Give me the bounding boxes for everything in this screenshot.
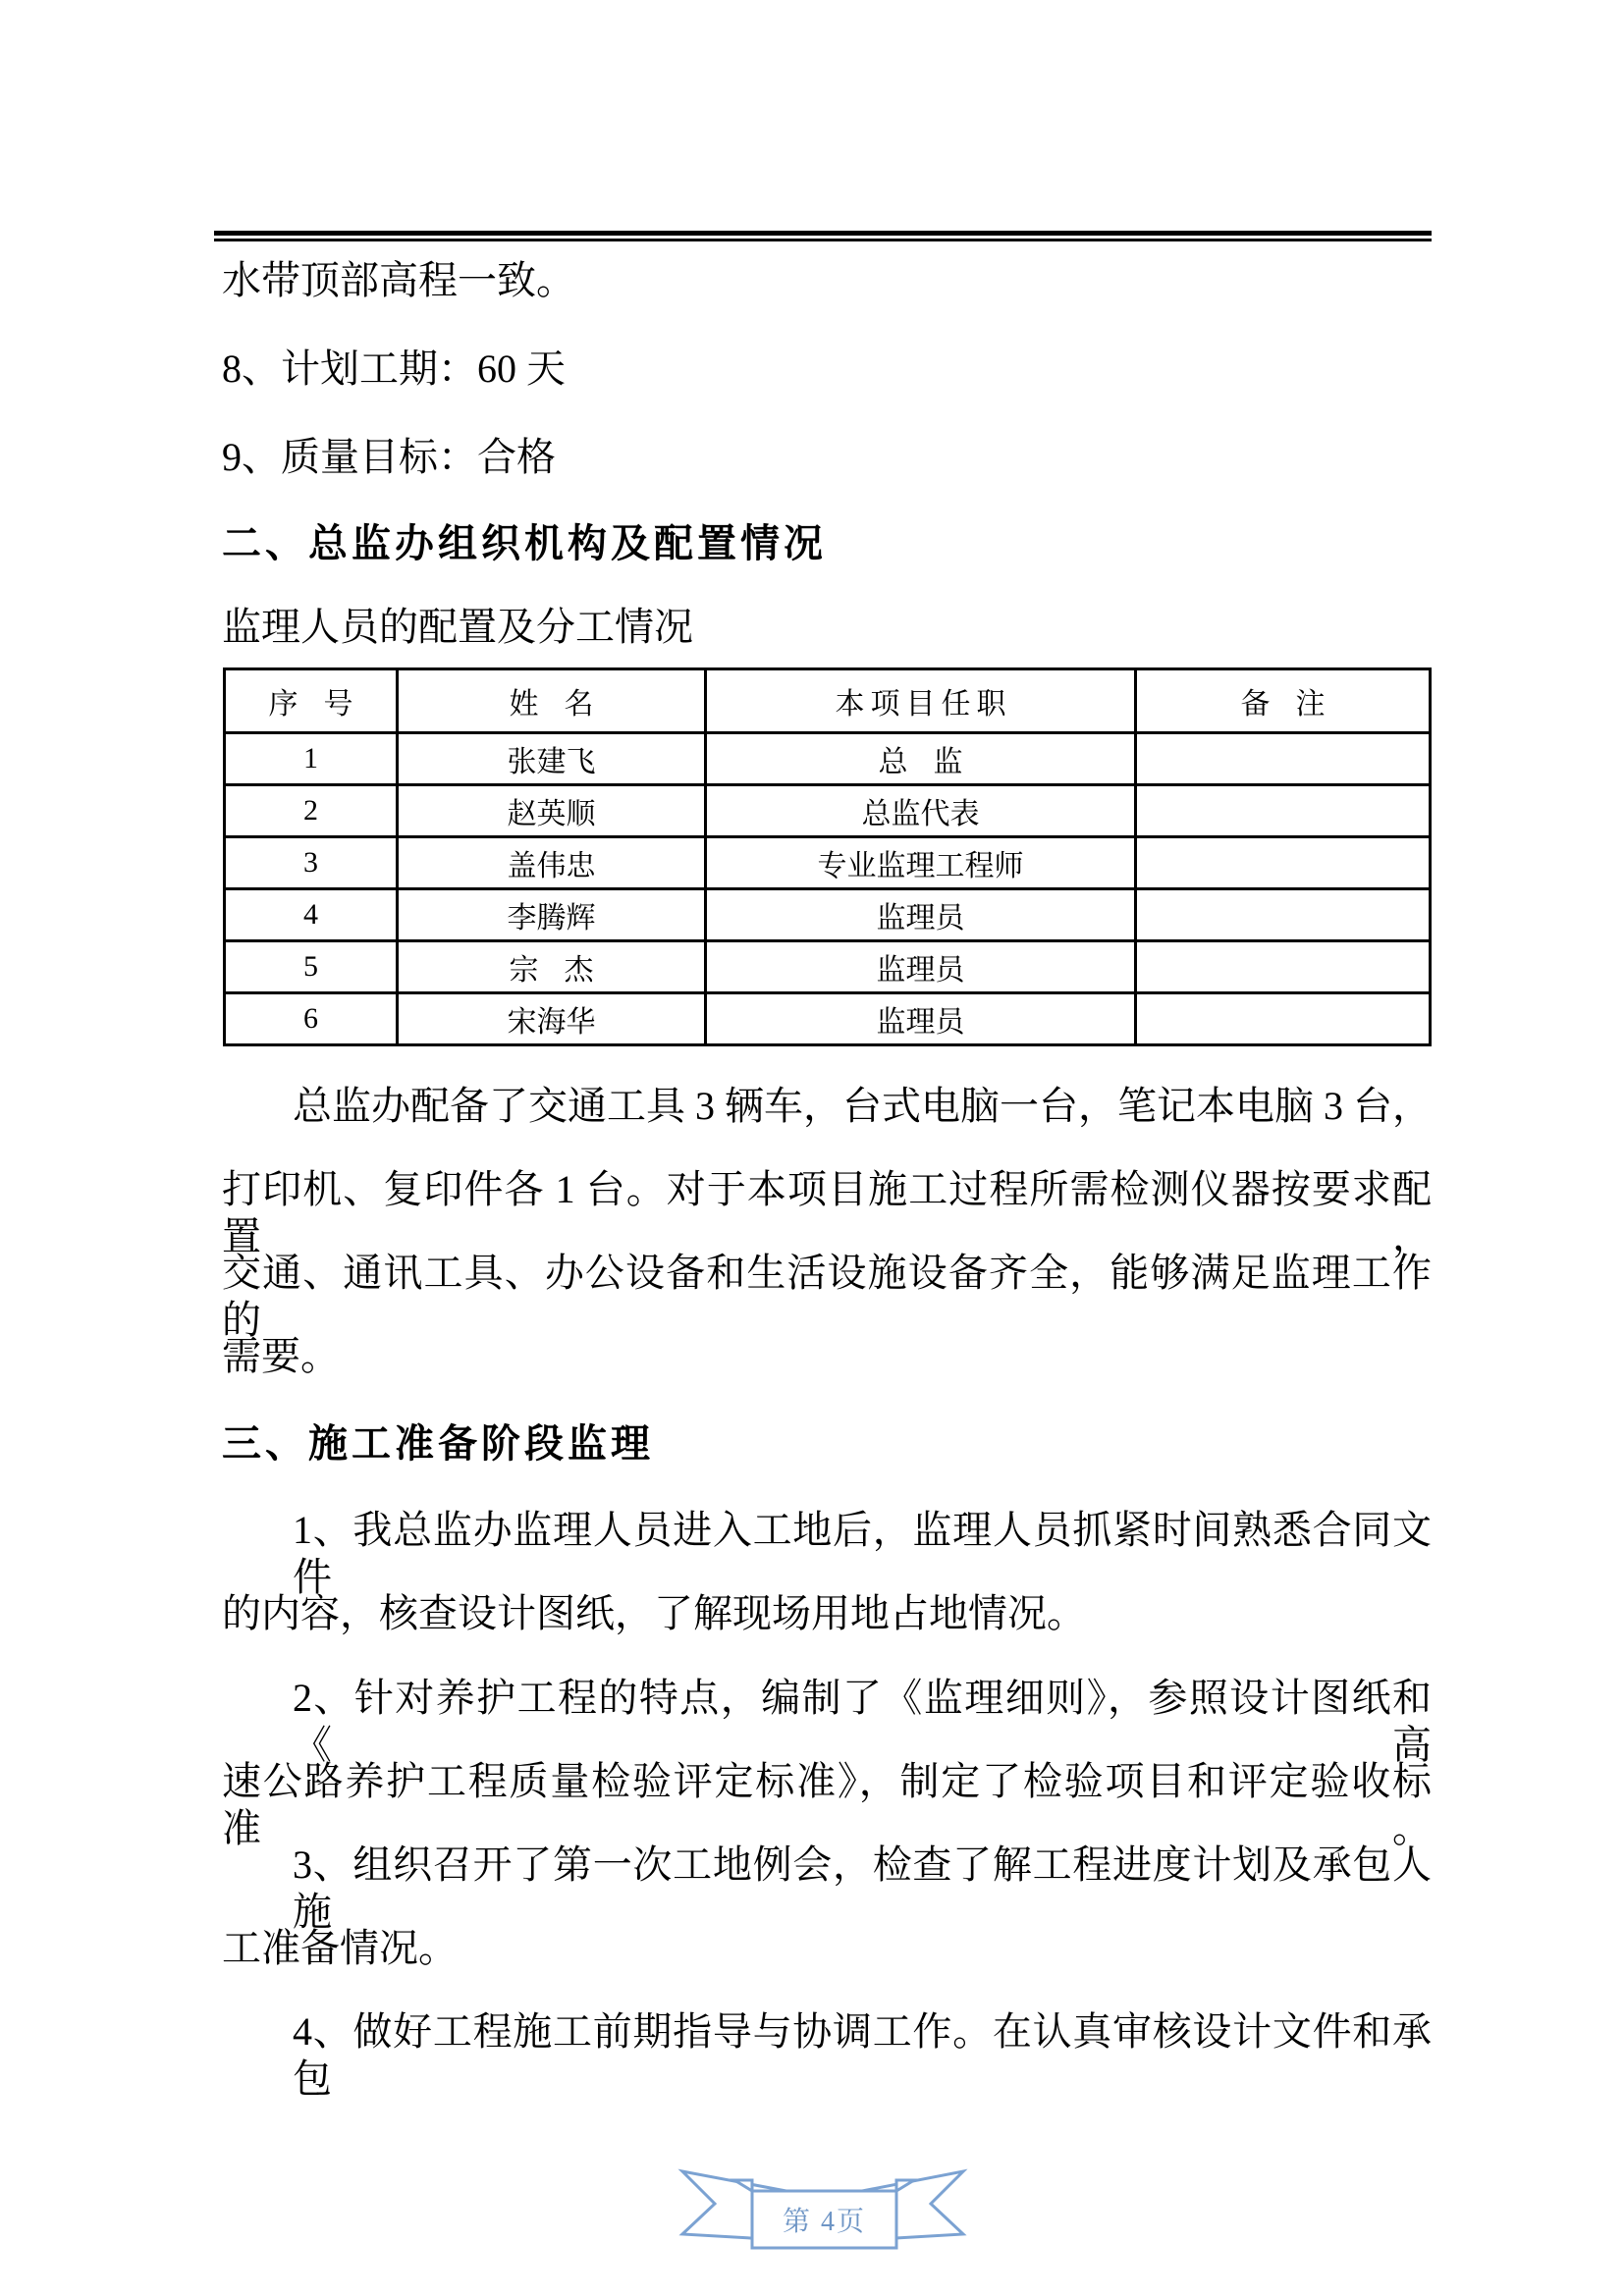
paragraph-line: 的内容，核查设计图纸，了解现场用地占地情况。 — [222, 1591, 1086, 1635]
cell-remark — [1136, 889, 1431, 941]
cell-remark — [1136, 993, 1431, 1045]
table-row — [225, 889, 1431, 941]
paragraph-line: 速公路养护工程质量检验评定标准》，制定了检验项目和评定验收标准。 — [222, 1759, 1432, 1850]
cell-name: 李腾辉 — [398, 889, 706, 941]
cell-index: 4 — [225, 889, 398, 941]
cell-role: 监理员 — [706, 993, 1136, 1045]
cell-remark — [1136, 941, 1431, 993]
paragraph-line: 2、针对养护工程的特点，编制了《监理细则》，参照设计图纸和《高 — [293, 1676, 1432, 1767]
cell-name: 张建飞 — [398, 733, 706, 785]
table-row — [225, 993, 1431, 1045]
cell-remark — [1136, 733, 1431, 785]
cell-name: 盖伟忠 — [398, 837, 706, 889]
table-intro-line: 监理人员的配置及分工情况 — [222, 605, 693, 649]
cell-role: 监理员 — [706, 889, 1136, 941]
paragraph-line: 1、我总监办监理人员进入工地后，监理人员抓紧时间熟悉合同文件 — [293, 1508, 1432, 1599]
page-number-ribbon — [676, 2156, 970, 2264]
paragraph-line: 打印机、复印件各 1 台。对于本项目施工过程所需检测仪器按要求配置， — [222, 1167, 1432, 1258]
cell-index: 2 — [225, 785, 398, 837]
cell-name: 赵英顺 — [398, 785, 706, 837]
cell-name: 宋海华 — [398, 993, 706, 1045]
table-row — [225, 733, 1431, 785]
cell-index: 5 — [225, 941, 398, 993]
cell-remark — [1136, 785, 1431, 837]
col-header-index: 序号 — [225, 669, 398, 733]
table-header-row — [225, 669, 1431, 733]
cell-name: 宗杰 — [398, 941, 706, 993]
header-rule-thin-line — [214, 239, 1432, 241]
col-header-remark: 备注 — [1136, 669, 1431, 733]
staff-table — [223, 667, 1432, 1046]
table-row — [225, 837, 1431, 889]
paragraph-line: 总监办配备了交通工具 3 辆车，台式电脑一台，笔记本电脑 3 台， — [293, 1084, 1432, 1128]
list-item-9: 9、质量目标：合格 — [222, 435, 556, 479]
paragraph-line: 交通、通讯工具、办公设备和生活设施设备齐全，能够满足监理工作的 — [222, 1251, 1432, 1342]
cell-role: 总监代表 — [706, 785, 1136, 837]
paragraph-line: 水带顶部高程一致。 — [222, 258, 575, 302]
cell-role: 总监 — [706, 733, 1136, 785]
cell-role: 专业监理工程师 — [706, 837, 1136, 889]
cell-index: 6 — [225, 993, 398, 1045]
cell-index: 3 — [225, 837, 398, 889]
section-2-heading: 二、总监办组织机构及配置情况 — [222, 521, 827, 565]
paragraph-line: 4、做好工程施工前期指导与协调工作。在认真审核设计文件和承包 — [293, 2009, 1432, 2101]
cell-remark — [1136, 837, 1431, 889]
paragraph-line: 需要。 — [222, 1334, 340, 1378]
col-header-name: 姓名 — [398, 669, 706, 733]
cell-role: 监理员 — [706, 941, 1136, 993]
table-row — [225, 941, 1431, 993]
section-3-heading: 三、施工准备阶段监理 — [222, 1421, 654, 1466]
list-item-8: 8、计划工期：60 天 — [222, 347, 566, 391]
paragraph-line: 工准备情况。 — [222, 1926, 458, 1970]
cell-index: 1 — [225, 733, 398, 785]
col-header-role: 本项目任职 — [706, 669, 1136, 733]
paragraph-line: 3、组织召开了第一次工地例会，检查了解工程进度计划及承包人施 — [293, 1842, 1432, 1934]
header-double-rule — [214, 231, 1432, 241]
table-row — [225, 785, 1431, 837]
page-number-label: 第 4页 — [782, 2207, 866, 2237]
